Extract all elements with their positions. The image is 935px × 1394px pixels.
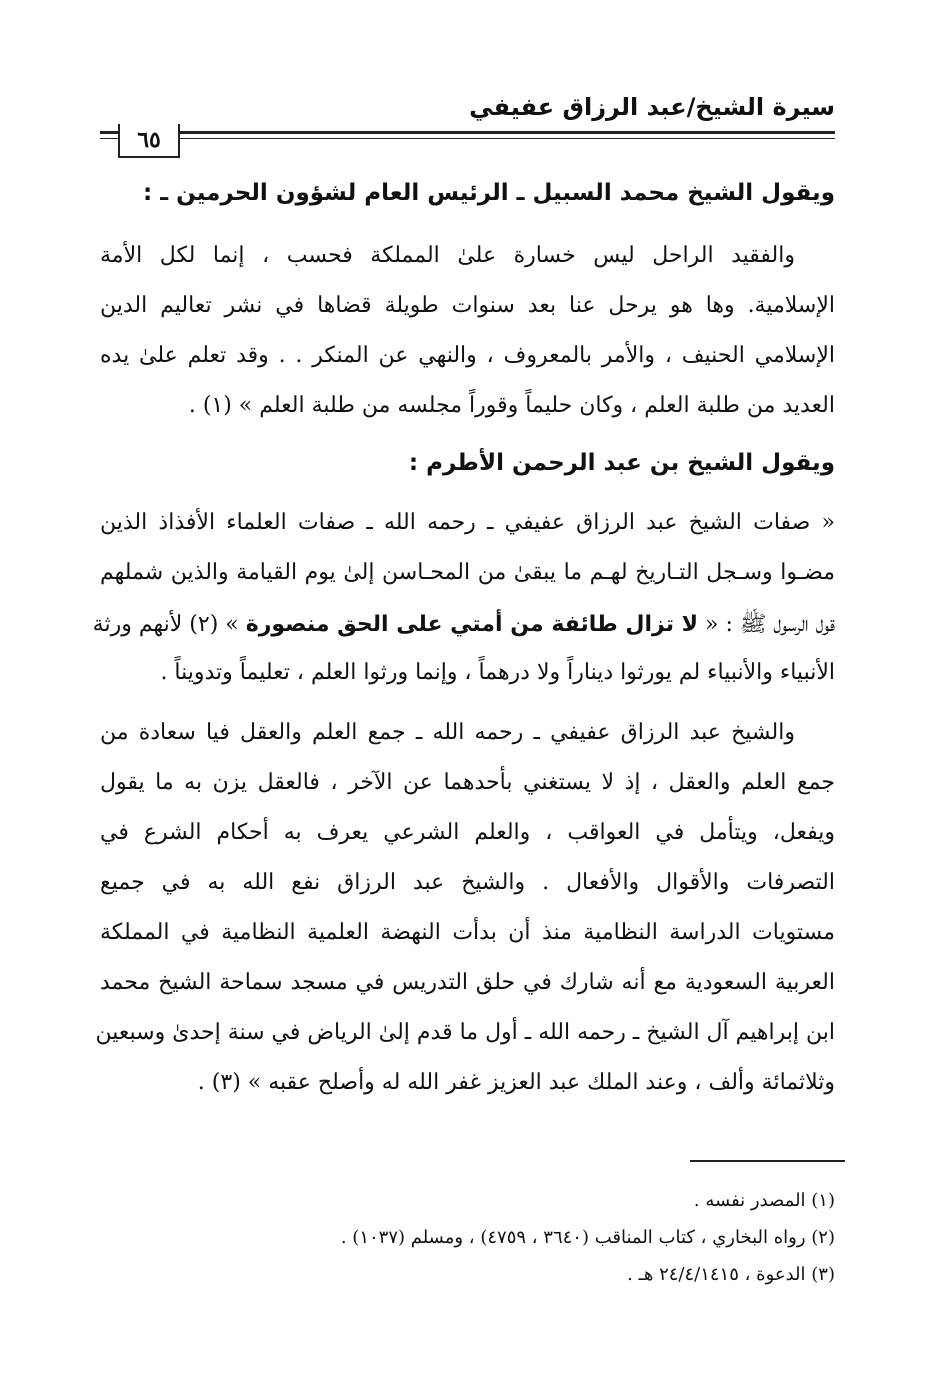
text-line: والفقيد الراحل ليس خسارة علىٰ المملكة فحسب ، إنما لكل الأمة [100, 243, 795, 268]
text-line: الأنبياء والأنبياء لم يورثوا ديناراً ولا درهماً ، وإنما ورثوا العلم ، تعليماً وتدويناً . [160, 660, 835, 685]
footnote-separator [690, 1160, 845, 1162]
header-rule [100, 131, 835, 134]
footnote-3: (٣) الدعوة ، ٢٤/٤/١٤١٥ هـ . [627, 1264, 835, 1285]
text-line: ويفعل، ويتأمل في العواقب ، والعلم الشرعي يعرف به أحكام الشرع في [100, 820, 835, 845]
text-line: مضـوا وسـجل التـاريخ لهـم ما يبقىٰ من المحـاسن إلىٰ يوم القيامة والذين شملهم [100, 560, 835, 585]
text-line: قول الرسول ﷺ : « لا تزال طائفة من أمتي على الحق منصورة » (٢) لأنهم ورثة [92, 612, 835, 637]
text-line: وثلاثمائة وألف ، وعند الملك عبد العزيز غفر الله له وأصلح عقبه » (٣) . [197, 1070, 835, 1095]
text-line: جمع العلم والعقل ، إذ لا يستغني بأحدهما عن الآخر ، فالعقل يزن به ما يقول [100, 770, 835, 795]
text-line: التصرفات والأقوال والأفعال . والشيخ عبد الرزاق نفع الله به في جميع [100, 870, 835, 895]
running-header-title: سيرة الشيخ/عبد الرزاق عفيفي [469, 93, 835, 121]
text-line: العربية السعودية مع أنه شارك في حلق التدريس في مسجد سماحة الشيخ محمد [100, 970, 835, 995]
text-line: ابن إبراهيم آل الشيخ ـ رحمه الله ـ أول ما قدم إلىٰ الرياض في سنة إحدىٰ وسبعين [95, 1020, 835, 1045]
text-line: الإسلامية. وها هو يرحل عنا بعد سنوات طويلة قضاها في نشر تعاليم الدين [100, 293, 835, 318]
text-line: والشيخ عبد الرزاق عفيفي ـ رحمه الله ـ جمع العلم والعقل فيا سعادة من [100, 720, 795, 745]
text-line: الإسلامي الحنيف ، والأمر بالمعروف ، والنهي عن المنكر . . وقد تعلم علىٰ يده [100, 343, 835, 368]
footnote-1: (١) المصدر نفسه . [693, 1190, 835, 1211]
footnote-2: (٢) رواه البخاري ، كتاب المناقب (٣٦٤٠ ، ٤٧٥٩) ، ومسلم (١٠٣٧) . [340, 1227, 835, 1248]
header-rule-thin [100, 138, 835, 139]
text-line: « صفات الشيخ عبد الرزاق عفيفي ـ رحمه الله ـ صفات العلماء الأفذاذ الذين [100, 510, 835, 535]
page-number: ٦٥ [118, 124, 180, 158]
text-line: العديد من طلبة العلم ، وكان حليماً وقوراً مجلسه من طلبة العلم » (١) . [188, 393, 835, 418]
section-heading-atram: ويقول الشيخ بن عبد الرحمن الأطرم : [408, 450, 835, 476]
hadith-quote: لا تزال طائفة من أمتي على الحق منصورة [245, 612, 699, 637]
text-line: مستويات الدراسة النظامية منذ أن بدأت النهضة العلمية النظامية في المملكة [100, 920, 835, 945]
section-heading-sabil: ويقول الشيخ محمد السبيل ـ الرئيس العام لشؤون الحرمين ـ : [143, 180, 835, 206]
